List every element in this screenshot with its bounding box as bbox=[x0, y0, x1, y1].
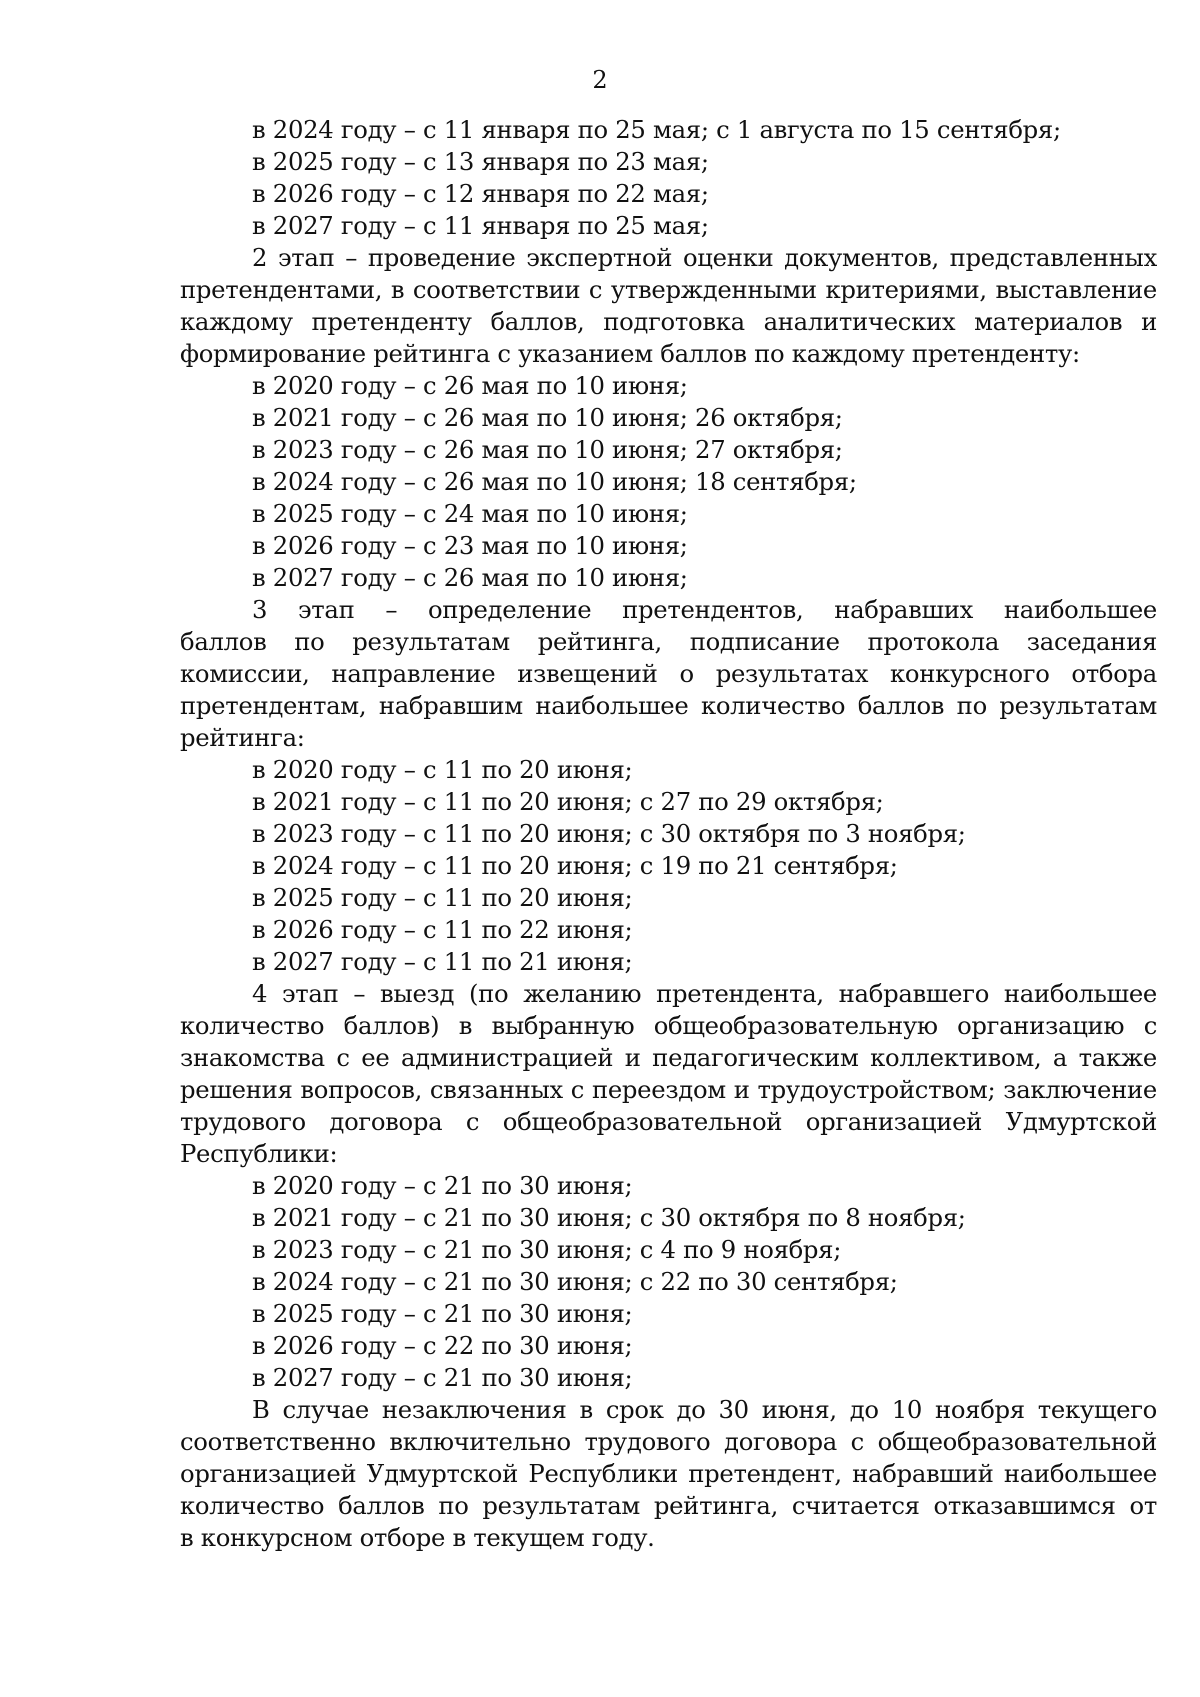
stage3-text-line: рейтинга: bbox=[180, 723, 305, 752]
stage4-text-line: решения вопросов, связанных с переездом и трудоустройством; заключение bbox=[180, 1075, 1157, 1104]
stage4-date-2020: в 2020 году – с 21 по 30 июня; bbox=[252, 1171, 633, 1200]
stage3-paragraph bbox=[180, 594, 1157, 754]
stage2-date-2023: в 2023 году – с 26 мая по 10 июня; 27 октября; bbox=[252, 435, 843, 464]
stage2-date-2026: в 2026 году – с 23 мая по 10 июня; bbox=[252, 531, 688, 560]
stage4-text-line: трудового договора с общеобразовательной организацией Удмуртской bbox=[180, 1107, 1157, 1136]
stage4-date-2021: в 2021 году – с 21 по 30 июня; с 30 октября по 8 ноября; bbox=[252, 1203, 966, 1232]
stage4-date-2025: в 2025 году – с 21 по 30 июня; bbox=[252, 1299, 633, 1328]
stage4-date-2026: в 2026 году – с 22 по 30 июня; bbox=[252, 1331, 633, 1360]
document-body bbox=[180, 114, 1157, 1554]
page-number: 2 bbox=[592, 66, 608, 94]
stage3-text-line: претендентам, набравшим наибольшее количество баллов по результатам bbox=[180, 691, 1157, 720]
stage3-date-2020: в 2020 году – с 11 по 20 июня; bbox=[252, 755, 633, 784]
stage3-date-2026: в 2026 году – с 11 по 22 июня; bbox=[252, 915, 633, 944]
closing-text-line: в конкурсном отборе в текущем году. bbox=[180, 1523, 655, 1552]
stage3-date-2023: в 2023 году – с 11 по 20 июня; с 30 октября по 3 ноября; bbox=[252, 819, 966, 848]
stage2-text-line: претендентами, в соответствии с утвержденными критериями, выставление bbox=[180, 275, 1157, 304]
stage2-paragraph bbox=[180, 242, 1157, 370]
closing-text-line: В случае незаключения в срок до 30 июня, до 10 ноября текущего bbox=[252, 1395, 1157, 1424]
stage4-date-2027: в 2027 году – с 21 по 30 июня; bbox=[252, 1363, 633, 1392]
stage2-date-2021: в 2021 году – с 26 мая по 10 июня; 26 октября; bbox=[252, 403, 843, 432]
stage2-date-2027: в 2027 году – с 26 мая по 10 июня; bbox=[252, 563, 688, 592]
closing-text-line: соответственно включительно трудового договора с общеобразовательной bbox=[180, 1427, 1157, 1456]
stage3-text-line: баллов по результатам рейтинга, подписание протокола заседания bbox=[180, 627, 1157, 656]
stage4-text-line: количество баллов) в выбранную общеобразовательную организацию с bbox=[180, 1011, 1157, 1040]
closing-text-line: количество баллов по результатам рейтинга, считается отказавшимся от bbox=[180, 1491, 1157, 1520]
stage3-text-line: комиссии, направление извещений о результатах конкурсного отбора bbox=[180, 659, 1157, 688]
stage1-date-2026: в 2026 году – с 12 января по 22 мая; bbox=[252, 179, 709, 208]
stage3-date-2025: в 2025 году – с 11 по 20 июня; bbox=[252, 883, 633, 912]
stage2-date-2024: в 2024 году – с 26 мая по 10 июня; 18 сентября; bbox=[252, 467, 857, 496]
stage1-date-2025: в 2025 году – с 13 января по 23 мая; bbox=[252, 147, 709, 176]
stage2-text-line: каждому претенденту баллов, подготовка аналитических материалов и bbox=[180, 307, 1157, 336]
stage2-dates-list bbox=[180, 370, 1157, 594]
stage1-date-2024: в 2024 году – с 11 января по 25 мая; с 1 августа по 15 сентября; bbox=[252, 115, 1061, 144]
stage4-date-2023: в 2023 году – с 21 по 30 июня; с 4 по 9 ноября; bbox=[252, 1235, 842, 1264]
stage2-text-line: 2 этап – проведение экспертной оценки документов, представленных bbox=[252, 243, 1157, 272]
stage4-text-line: знакомства с ее администрацией и педагогическим коллективом, а также bbox=[180, 1043, 1157, 1072]
stage4-text-line: 4 этап – выезд (по желанию претендента, набравшего наибольшее bbox=[252, 979, 1157, 1008]
stage2-date-2020: в 2020 году – с 26 мая по 10 июня; bbox=[252, 371, 688, 400]
closing-paragraph bbox=[180, 1394, 1157, 1554]
stage2-text-line: формирование рейтинга с указанием баллов по каждому претенденту: bbox=[180, 339, 1080, 368]
stage3-date-2027: в 2027 году – с 11 по 21 июня; bbox=[252, 947, 633, 976]
stage2-date-2025: в 2025 году – с 24 мая по 10 июня; bbox=[252, 499, 688, 528]
stage4-date-2024: в 2024 году – с 21 по 30 июня; с 22 по 30 сентября; bbox=[252, 1267, 898, 1296]
stage3-date-2024: в 2024 году – с 11 по 20 июня; с 19 по 21 сентября; bbox=[252, 851, 898, 880]
closing-text-line: организацией Удмуртской Республики претендент, набравший наибольшее bbox=[180, 1459, 1157, 1488]
stage3-text-line: 3 этап – определение претендентов, набравших наибольшее bbox=[252, 595, 1157, 624]
stage4-text-line: Республики: bbox=[180, 1139, 338, 1168]
stage1-date-2027: в 2027 году – с 11 января по 25 мая; bbox=[252, 211, 709, 240]
stage4-paragraph bbox=[180, 978, 1157, 1170]
stage3-date-2021: в 2021 году – с 11 по 20 июня; с 27 по 29 октября; bbox=[252, 787, 884, 816]
stage3-dates-list bbox=[180, 754, 1157, 978]
stage4-dates-list bbox=[180, 1170, 1157, 1394]
stage1-dates-list bbox=[180, 114, 1157, 242]
